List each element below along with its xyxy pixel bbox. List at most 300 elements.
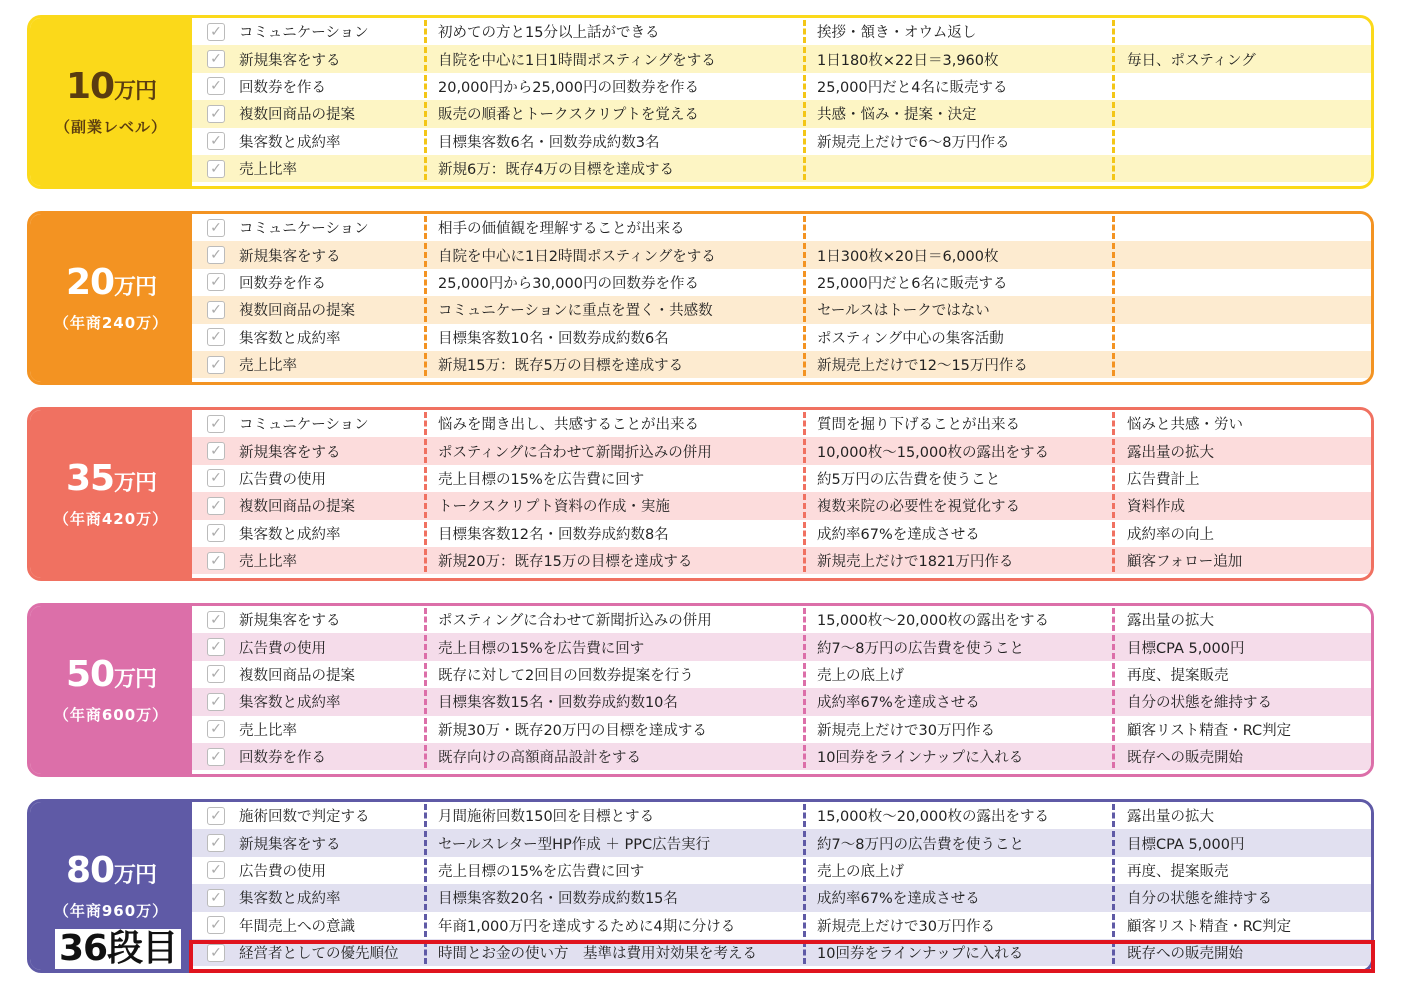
column-divider xyxy=(1112,439,1115,462)
column-divider xyxy=(424,494,427,517)
level-label xyxy=(30,410,192,578)
table-cell xyxy=(192,743,424,770)
table-cell xyxy=(438,912,798,939)
column-divider xyxy=(803,690,806,713)
level-subtitle: （年商600万） xyxy=(53,706,169,724)
amount-unit: 万円 xyxy=(114,275,157,300)
column-divider xyxy=(803,804,806,827)
amount-unit: 万円 xyxy=(114,471,157,496)
table-cell xyxy=(192,351,424,378)
table-cell xyxy=(438,269,798,296)
table-cell xyxy=(1127,547,1347,574)
cell-text: 売上目標の15%を広告費に回す xyxy=(438,863,645,880)
checkbox-icon[interactable]: ✓ xyxy=(207,524,225,542)
column-divider xyxy=(803,243,806,266)
column-divider xyxy=(1112,75,1115,98)
cell-text: 約7〜8万円の広告費を使うこと xyxy=(817,836,1024,853)
table-cell xyxy=(438,351,798,378)
table-cell xyxy=(192,155,424,182)
cell-text: コミュニケーション xyxy=(239,417,369,434)
amount-unit: 万円 xyxy=(114,667,157,692)
table-cell xyxy=(192,214,424,241)
table-cell xyxy=(817,606,1112,633)
column-divider xyxy=(1112,522,1115,545)
checkbox-icon[interactable]: ✓ xyxy=(207,944,225,962)
cell-text: ポスティングに合わせて新聞折込みの併用 xyxy=(438,444,712,461)
level-block-0 xyxy=(27,15,1374,189)
cell-text: 回数券を作る xyxy=(239,79,326,96)
cell-text: 複数回商品の提案 xyxy=(239,303,355,320)
cell-text: 広告費の使用 xyxy=(239,640,326,657)
table-row xyxy=(192,688,1371,715)
cell-text: 回数券を作る xyxy=(239,275,326,292)
cell-text: 新規6万：既存4万の目標を達成する xyxy=(438,162,674,179)
column-divider xyxy=(424,718,427,741)
cell-text: 1日300枚×20日＝6,000枚 xyxy=(817,248,999,265)
cell-text: 販売の順番とトークスクリプトを覚える xyxy=(438,107,699,124)
column-divider xyxy=(424,271,427,294)
table-cell xyxy=(817,743,1112,770)
table-cell xyxy=(438,437,798,464)
cell-text: 20,000円から25,000円の回数券を作る xyxy=(438,79,699,96)
table-cell xyxy=(817,18,1112,45)
column-divider xyxy=(1112,745,1115,768)
column-divider xyxy=(1112,859,1115,882)
table-cell xyxy=(817,492,1112,519)
level-label xyxy=(30,18,192,186)
checkbox-icon[interactable]: ✓ xyxy=(207,442,225,460)
table-cell xyxy=(1127,520,1347,547)
row-annotation: 36段目 xyxy=(55,929,181,969)
table-cell xyxy=(438,18,798,45)
cell-text: 目標CPA 5,000円 xyxy=(1127,640,1245,657)
table-cell xyxy=(192,633,424,660)
level-subtitle: （年商240万） xyxy=(53,314,169,332)
table-row xyxy=(192,661,1371,688)
table-cell xyxy=(817,128,1112,155)
column-divider xyxy=(424,549,427,572)
table-cell xyxy=(438,688,798,715)
table-cell xyxy=(1127,410,1347,437)
cell-text: 売上目標の15%を広告費に回す xyxy=(438,640,645,657)
column-divider xyxy=(1112,690,1115,713)
table-cell xyxy=(192,520,424,547)
table-row xyxy=(192,857,1371,884)
cell-text: 15,000枚〜20,000枚の露出をする xyxy=(817,809,1049,826)
table-cell xyxy=(1127,241,1347,268)
checkbox-icon[interactable]: ✓ xyxy=(207,469,225,487)
column-divider xyxy=(424,75,427,98)
table-cell xyxy=(192,45,424,72)
table-cell xyxy=(438,410,798,437)
column-divider xyxy=(1112,130,1115,153)
cell-text: 売上の底上げ xyxy=(817,667,904,684)
level-block-3 xyxy=(27,603,1374,777)
checkbox-icon[interactable]: ✓ xyxy=(207,77,225,95)
table-cell xyxy=(1127,269,1347,296)
table-cell xyxy=(438,100,798,127)
table-cell xyxy=(1127,437,1347,464)
checkbox-icon[interactable]: ✓ xyxy=(207,916,225,934)
column-divider xyxy=(1112,886,1115,909)
level-label xyxy=(30,606,192,774)
checkbox-icon[interactable]: ✓ xyxy=(207,748,225,766)
table-row xyxy=(192,829,1371,856)
table-cell xyxy=(438,884,798,911)
cell-text: 時間とお金の使い方 基準は費用対効果を考える xyxy=(438,946,757,963)
column-divider xyxy=(424,47,427,70)
table-cell xyxy=(1127,802,1347,829)
table-cell xyxy=(817,241,1112,268)
table-cell xyxy=(438,633,798,660)
column-divider xyxy=(424,243,427,266)
column-divider xyxy=(1112,20,1115,43)
table-cell xyxy=(1127,661,1347,688)
table-row xyxy=(192,18,1371,45)
table-row xyxy=(192,884,1371,911)
level-amount xyxy=(66,655,156,700)
cell-text: 広告費の使用 xyxy=(239,471,326,488)
table-cell xyxy=(192,410,424,437)
column-divider xyxy=(1112,271,1115,294)
column-divider xyxy=(803,271,806,294)
column-divider xyxy=(803,20,806,43)
cell-text: 顧客フォロー追加 xyxy=(1127,554,1243,571)
column-divider xyxy=(424,663,427,686)
table-cell xyxy=(192,857,424,884)
cell-text: 目標集客数15名・回数券成約数10名 xyxy=(438,695,678,712)
table-cell xyxy=(192,465,424,492)
column-divider xyxy=(424,467,427,490)
column-divider xyxy=(424,20,427,43)
table-cell xyxy=(192,547,424,574)
cell-text: 成約率67%を達成させる xyxy=(817,526,980,543)
column-divider xyxy=(1112,494,1115,517)
cell-text: 自分の状態を維持する xyxy=(1127,695,1272,712)
table-cell xyxy=(438,606,798,633)
table-cell xyxy=(192,661,424,688)
checkbox-icon[interactable]: ✓ xyxy=(207,356,225,374)
table-row xyxy=(192,547,1371,574)
column-divider xyxy=(803,298,806,321)
table-cell xyxy=(817,155,1112,182)
level-amount xyxy=(66,851,156,896)
cell-text: 露出量の拡大 xyxy=(1127,444,1214,461)
column-divider xyxy=(424,157,427,180)
cell-text: 約5万円の広告費を使うこと xyxy=(817,471,1001,488)
checkbox-icon[interactable]: ✓ xyxy=(207,889,225,907)
table-cell xyxy=(817,437,1112,464)
checkbox-icon[interactable]: ✓ xyxy=(207,246,225,264)
column-divider xyxy=(1112,804,1115,827)
cell-text: 25,000円だと4名に販売する xyxy=(817,79,1008,96)
column-divider xyxy=(1112,635,1115,658)
checkbox-icon[interactable]: ✓ xyxy=(207,861,225,879)
cell-text: 新規集客をする xyxy=(239,444,341,461)
cell-text: 既存への販売開始 xyxy=(1127,750,1243,767)
level-rows xyxy=(192,18,1371,186)
cell-text: 広告費計上 xyxy=(1127,471,1200,488)
table-cell xyxy=(438,128,798,155)
cell-text: 自院を中心に1日2時間ポスティングをする xyxy=(438,248,716,265)
table-cell xyxy=(438,857,798,884)
table-cell xyxy=(192,912,424,939)
cell-text: 新規集客をする xyxy=(239,613,341,630)
column-divider xyxy=(424,914,427,937)
column-divider xyxy=(1112,467,1115,490)
table-cell xyxy=(438,829,798,856)
table-cell xyxy=(1127,884,1347,911)
table-row xyxy=(192,45,1371,72)
table-cell xyxy=(1127,128,1347,155)
table-cell xyxy=(438,45,798,72)
column-divider xyxy=(424,216,427,239)
cell-text: 顧客リスト精査・RC判定 xyxy=(1127,918,1292,935)
table-cell xyxy=(1127,465,1347,492)
table-cell xyxy=(817,214,1112,241)
cell-text: 経営者としての優先順位 xyxy=(239,946,399,963)
cell-text: トークスクリプト資料の作成・実施 xyxy=(438,499,670,516)
table-cell xyxy=(817,912,1112,939)
checkbox-icon[interactable]: ✓ xyxy=(207,834,225,852)
cell-text: 年間売上への意識 xyxy=(239,918,355,935)
column-divider xyxy=(803,635,806,658)
cell-text: 新規売上だけで6〜8万円作る xyxy=(817,134,1010,151)
table-row xyxy=(192,269,1371,296)
column-divider xyxy=(803,326,806,349)
table-cell xyxy=(817,633,1112,660)
table-cell xyxy=(1127,18,1347,45)
cell-text: 回数券を作る xyxy=(239,750,326,767)
table-cell xyxy=(192,241,424,268)
column-divider xyxy=(1112,663,1115,686)
cell-text: 初めての方と15分以上話ができる xyxy=(438,25,660,42)
column-divider xyxy=(803,914,806,937)
cell-text: 10回券をラインナップに入れる xyxy=(817,750,1024,767)
cell-text: 新規売上だけで12〜15万円作る xyxy=(817,358,1028,375)
cell-text: 成約率の向上 xyxy=(1127,526,1214,543)
table-cell xyxy=(438,155,798,182)
cell-text: 目標集客数10名・回数券成約数6名 xyxy=(438,330,669,347)
checkbox-icon[interactable]: ✓ xyxy=(207,273,225,291)
cell-text: 新規30万・既存20万円の目標を達成する xyxy=(438,722,707,739)
table-cell xyxy=(817,351,1112,378)
table-cell xyxy=(817,884,1112,911)
column-divider xyxy=(1112,243,1115,266)
table-cell xyxy=(192,100,424,127)
column-divider xyxy=(424,439,427,462)
column-divider xyxy=(424,608,427,631)
cell-text: 目標集客数6名・回数券成約数3名 xyxy=(438,134,660,151)
checkbox-icon[interactable]: ✓ xyxy=(207,105,225,123)
cell-text: 顧客リスト精査・RC判定 xyxy=(1127,722,1292,739)
level-subtitle: （年商960万） xyxy=(53,902,169,920)
checkbox-icon[interactable]: ✓ xyxy=(207,132,225,150)
table-cell xyxy=(192,324,424,351)
cell-text: 質問を掘り下げることが出来る xyxy=(817,417,1020,434)
cell-text: 集客数と成約率 xyxy=(239,891,341,908)
cell-text: コミュニケーション xyxy=(239,221,369,238)
cell-text: 10,000枚〜15,000枚の露出をする xyxy=(817,444,1049,461)
checkbox-icon[interactable]: ✓ xyxy=(207,328,225,346)
cell-text: 新規20万：既存15万の目標を達成する xyxy=(438,554,693,571)
cell-text: 集客数と成約率 xyxy=(239,134,341,151)
column-divider xyxy=(424,859,427,882)
cell-text: 自分の状態を維持する xyxy=(1127,891,1272,908)
table-cell xyxy=(1127,492,1347,519)
column-divider xyxy=(1112,298,1115,321)
checkbox-icon[interactable]: ✓ xyxy=(207,160,225,178)
column-divider xyxy=(424,804,427,827)
checkbox-icon[interactable]: ✓ xyxy=(207,638,225,656)
column-divider xyxy=(803,886,806,909)
checkbox-icon[interactable]: ✓ xyxy=(207,23,225,41)
column-divider xyxy=(1112,353,1115,376)
column-divider xyxy=(803,75,806,98)
level-label xyxy=(30,214,192,382)
table-row xyxy=(192,410,1371,437)
checkbox-icon[interactable]: ✓ xyxy=(207,50,225,68)
checkbox-icon[interactable]: ✓ xyxy=(207,693,225,711)
column-divider xyxy=(424,326,427,349)
table-row xyxy=(192,743,1371,770)
cell-text: 挨拶・頷き・オウム返し xyxy=(817,25,977,42)
amount-number: 50 xyxy=(65,654,115,695)
table-cell xyxy=(438,73,798,100)
column-divider xyxy=(424,886,427,909)
cell-text: 新規15万：既存5万の目標を達成する xyxy=(438,358,684,375)
table-cell xyxy=(438,492,798,519)
column-divider xyxy=(803,216,806,239)
table-cell xyxy=(192,802,424,829)
table-row xyxy=(192,155,1371,182)
table-cell xyxy=(1127,912,1347,939)
cell-text: 年商1,000万円を達成するために4期に分ける xyxy=(438,918,736,935)
column-divider xyxy=(803,494,806,517)
level-block-2 xyxy=(27,407,1374,581)
cell-text: 目標CPA 5,000円 xyxy=(1127,836,1245,853)
level-block-1 xyxy=(27,211,1374,385)
checkbox-icon[interactable]: ✓ xyxy=(207,665,225,683)
cell-text: 自院を中心に1日1時間ポスティングをする xyxy=(438,52,716,69)
column-divider xyxy=(803,130,806,153)
level-rows xyxy=(192,410,1371,578)
table-row xyxy=(192,716,1371,743)
cell-text: 共感・悩み・提案・決定 xyxy=(817,107,977,124)
cell-text: 露出量の拡大 xyxy=(1127,809,1214,826)
checkbox-icon[interactable]: ✓ xyxy=(207,497,225,515)
column-divider xyxy=(1112,47,1115,70)
column-divider xyxy=(803,47,806,70)
checkbox-icon[interactable]: ✓ xyxy=(207,552,225,570)
table-cell xyxy=(192,688,424,715)
cell-text: 資料作成 xyxy=(1127,499,1185,516)
table-cell xyxy=(192,884,424,911)
cell-text: 悩みと共感・労い xyxy=(1127,417,1243,434)
table-row xyxy=(192,465,1371,492)
checkbox-icon[interactable]: ✓ xyxy=(207,415,225,433)
cell-text: 毎日、ポスティング xyxy=(1127,52,1256,69)
column-divider xyxy=(803,745,806,768)
cell-text: 25,000円から30,000円の回数券を作る xyxy=(438,275,699,292)
column-divider xyxy=(803,549,806,572)
table-cell xyxy=(1127,73,1347,100)
table-row xyxy=(192,606,1371,633)
amount-number: 20 xyxy=(65,262,115,303)
table-cell xyxy=(438,716,798,743)
table-cell xyxy=(1127,296,1347,323)
column-divider xyxy=(803,157,806,180)
table-cell xyxy=(817,269,1112,296)
table-cell xyxy=(192,128,424,155)
checkbox-icon[interactable]: ✓ xyxy=(207,611,225,629)
cell-text: 新規売上だけで30万円作る xyxy=(817,722,995,739)
amount-unit: 万円 xyxy=(114,79,157,104)
cell-text: ポスティングに合わせて新聞折込みの併用 xyxy=(438,613,712,630)
checkbox-icon[interactable]: ✓ xyxy=(207,807,225,825)
table-cell xyxy=(817,45,1112,72)
table-cell xyxy=(438,214,798,241)
column-divider xyxy=(803,439,806,462)
table-row xyxy=(192,912,1371,939)
column-divider xyxy=(803,467,806,490)
table-cell xyxy=(817,829,1112,856)
level-subtitle: （副業レベル） xyxy=(54,118,167,136)
column-divider xyxy=(803,718,806,741)
column-divider xyxy=(1112,718,1115,741)
level-subtitle: （年商420万） xyxy=(53,510,169,528)
table-cell xyxy=(817,688,1112,715)
table-cell xyxy=(438,743,798,770)
table-row xyxy=(192,802,1371,829)
table-row xyxy=(192,437,1371,464)
cell-text: 新規集客をする xyxy=(239,248,341,265)
table-cell xyxy=(817,857,1112,884)
cell-text: 既存向けの高額商品設計をする xyxy=(438,750,641,767)
table-cell xyxy=(817,465,1112,492)
table-cell xyxy=(438,241,798,268)
table-cell xyxy=(817,73,1112,100)
checkbox-icon[interactable]: ✓ xyxy=(207,219,225,237)
table-row xyxy=(192,128,1371,155)
table-cell xyxy=(817,802,1112,829)
table-cell xyxy=(817,716,1112,743)
column-divider xyxy=(1112,412,1115,435)
table-cell xyxy=(1127,606,1347,633)
column-divider xyxy=(1112,914,1115,937)
cell-text: 複数回商品の提案 xyxy=(239,499,355,516)
column-divider xyxy=(1112,157,1115,180)
cell-text: 施術回数で判定する xyxy=(239,809,370,826)
checkbox-icon[interactable]: ✓ xyxy=(207,301,225,319)
column-divider xyxy=(803,522,806,545)
table-row xyxy=(192,214,1371,241)
column-divider xyxy=(1112,102,1115,125)
column-divider xyxy=(803,412,806,435)
column-divider xyxy=(803,859,806,882)
cell-text: 悩みを聞き出し、共感することが出来る xyxy=(438,417,699,434)
checkbox-icon[interactable]: ✓ xyxy=(207,720,225,738)
table-cell xyxy=(192,18,424,45)
table-cell xyxy=(1127,633,1347,660)
table-cell xyxy=(192,269,424,296)
cell-text: 集客数と成約率 xyxy=(239,330,341,347)
cell-text: 売上比率 xyxy=(239,162,297,179)
table-cell xyxy=(192,829,424,856)
cell-text: コミュニケーションに重点を置く・共感数 xyxy=(438,303,713,320)
cell-text: 既存に対して2回目の回数券提案を行う xyxy=(438,667,694,684)
table-cell xyxy=(438,465,798,492)
